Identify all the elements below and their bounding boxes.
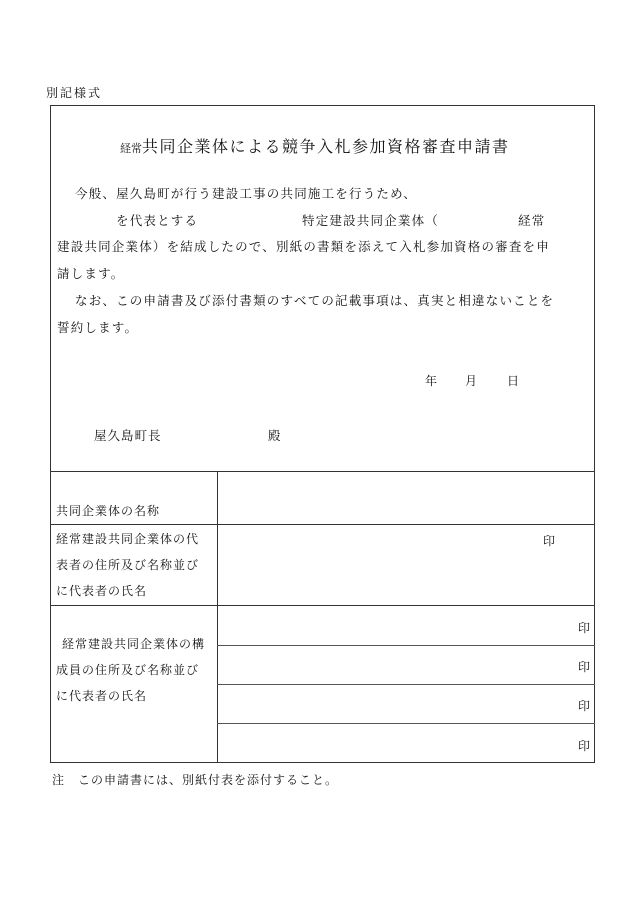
member-seal-1: 印	[578, 621, 591, 635]
representative-label-line-3: に代表者の氏名	[56, 584, 148, 598]
body-line-2a: を代表とする	[116, 213, 199, 228]
member-seal-4: 印	[578, 739, 591, 753]
body-line-3: 建設共同企業体）を結成したので、別紙の書類を添えて入札参加資格の審査を申	[57, 239, 550, 254]
jv-name-label: 共同企業体の名称	[56, 504, 161, 518]
representative-seal: 印	[543, 534, 556, 548]
member-row-divider-1	[217, 645, 595, 646]
member-row-divider-2	[217, 684, 595, 685]
member-label-line-2: 成員の住所及び名称並び	[56, 663, 200, 677]
representative-label-line-1: 経常建設共同企業体の代	[56, 532, 200, 546]
member-label-line-3: に代表者の氏名	[56, 689, 148, 703]
member-seal-3: 印	[578, 699, 591, 713]
body-line-5: なお、この申請書及び添付書類のすべての記載事項は、真実と相違ないことを	[75, 293, 555, 308]
member-row-divider-3	[217, 723, 595, 724]
table-column-divider	[217, 471, 218, 763]
date-year-label: 年	[425, 374, 438, 388]
form-label: 別記様式	[46, 86, 103, 100]
table-row-divider-2	[50, 605, 595, 606]
representative-label-line-2: 表者の住所及び名称並び	[56, 558, 200, 572]
title-text: 共同企業体による競争入札参加資格審査申請書	[142, 137, 510, 156]
member-label-line-1: 経常建設共同企業体の構	[62, 637, 206, 651]
body-line-2b: 特定建設共同企業体（	[302, 213, 440, 228]
body-line-2c: 経常	[518, 213, 546, 228]
addressee-name: 屋久島町長	[94, 428, 162, 443]
body-line-4: 請します。	[57, 266, 125, 281]
table-row-divider-1	[50, 524, 595, 525]
table-top-border	[50, 471, 595, 472]
body-line-6: 誓約します。	[57, 320, 139, 335]
footnote: 注 この申請書には、別紙付表を添付すること。	[52, 773, 339, 787]
addressee-honorific: 殿	[268, 428, 281, 443]
member-seal-2: 印	[578, 660, 591, 674]
page-title	[120, 134, 510, 157]
date-month-label: 月	[465, 374, 478, 388]
title-prefix: 経常	[120, 142, 142, 155]
date-day-label: 日	[507, 374, 520, 388]
body-line-1: 今般、屋久島町が行う建設工事の共同施工を行うため、	[75, 186, 418, 201]
